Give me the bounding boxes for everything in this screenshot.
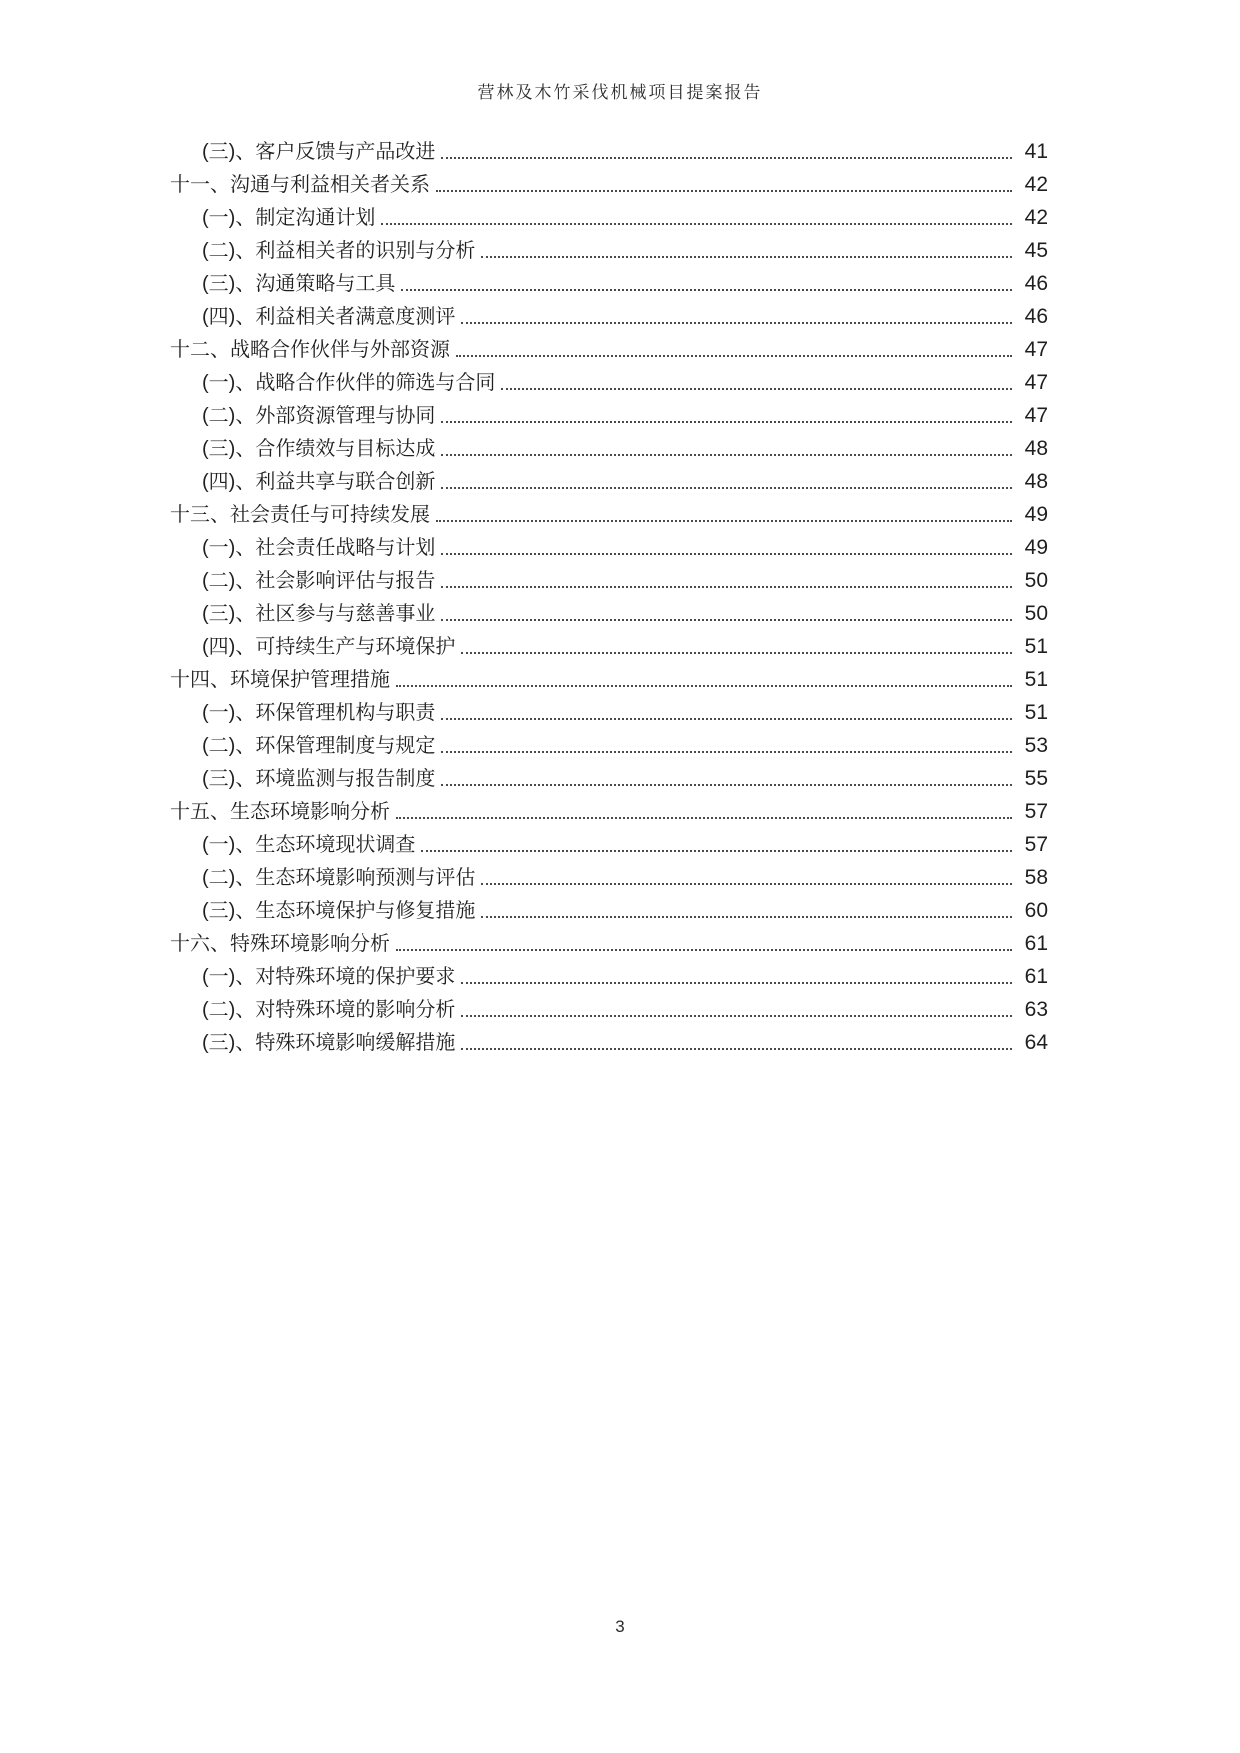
toc-entry-page-number: 50 [1024,569,1048,592]
toc-entry-page-number: 51 [1024,701,1048,724]
toc-entry[interactable] [170,230,1048,263]
toc-entry[interactable] [170,890,1048,923]
toc-entry-label: 十二、战略合作伙伴与外部资源 [170,339,450,361]
toc-entry-page-number: 61 [1024,965,1048,988]
toc-entry[interactable] [170,527,1048,560]
table-of-contents [170,131,1048,1055]
toc-leader-dots [441,784,1012,786]
toc-entry-label: (三)、生态环境保护与修复措施 [202,900,476,922]
toc-entry-label: (三)、沟通策略与工具 [202,273,396,295]
toc-leader-dots [481,916,1012,918]
toc-entry-label: 十三、社会责任与可持续发展 [170,504,430,526]
toc-entry-label: (三)、环境监测与报告制度 [202,768,436,790]
toc-leader-dots [441,586,1012,588]
toc-entry[interactable] [170,956,1048,989]
toc-entry-page-number: 47 [1024,371,1048,394]
toc-entry-label: (三)、社区参与与慈善事业 [202,603,436,625]
toc-entry-label: 十五、生态环境影响分析 [170,801,390,823]
toc-entry-page-number: 51 [1024,635,1048,658]
toc-entry-page-number: 57 [1024,833,1048,856]
toc-entry-page-number: 49 [1024,503,1048,526]
toc-leader-dots [441,718,1012,720]
toc-leader-dots [441,421,1012,423]
toc-entry-label: (二)、对特殊环境的影响分析 [202,999,456,1021]
toc-leader-dots [441,487,1012,489]
toc-entry[interactable] [170,791,1048,824]
toc-leader-dots [501,388,1012,390]
toc-leader-dots [461,322,1012,324]
toc-entry-page-number: 57 [1024,800,1048,823]
toc-leader-dots [461,652,1012,654]
toc-entry-label: (一)、生态环境现状调查 [202,834,416,856]
toc-entry-label: (一)、制定沟通计划 [202,207,376,229]
toc-entry-page-number: 60 [1024,899,1048,922]
toc-entry[interactable] [170,989,1048,1022]
toc-entry-page-number: 48 [1024,437,1048,460]
toc-entry-label: 十一、沟通与利益相关者关系 [170,174,430,196]
toc-entry-page-number: 53 [1024,734,1048,757]
toc-entry-label: (二)、社会影响评估与报告 [202,570,436,592]
toc-entry-label: (一)、对特殊环境的保护要求 [202,966,456,988]
toc-leader-dots [396,817,1012,819]
toc-leader-dots [381,223,1012,225]
toc-leader-dots [441,751,1012,753]
toc-entry[interactable] [170,857,1048,890]
toc-entry-label: (二)、外部资源管理与协同 [202,405,436,427]
toc-entry[interactable] [170,428,1048,461]
toc-entry[interactable] [170,626,1048,659]
toc-entry-label: (二)、利益相关者的识别与分析 [202,240,476,262]
toc-leader-dots [421,850,1012,852]
toc-entry[interactable] [170,131,1048,164]
toc-leader-dots [401,289,1012,291]
toc-entry-page-number: 45 [1024,239,1048,262]
toc-entry-label: (一)、社会责任战略与计划 [202,537,436,559]
toc-entry-page-number: 46 [1024,272,1048,295]
toc-leader-dots [481,256,1012,258]
toc-entry-page-number: 64 [1024,1031,1048,1054]
toc-entry-label: (四)、可持续生产与环境保护 [202,636,456,658]
toc-leader-dots [396,949,1012,951]
footer-page-number: 3 [615,1617,625,1636]
toc-entry-label: (三)、客户反馈与产品改进 [202,141,436,163]
toc-entry-page-number: 42 [1024,206,1048,229]
toc-leader-dots [461,1048,1012,1050]
toc-leader-dots [456,355,1012,357]
toc-entry-page-number: 47 [1024,404,1048,427]
toc-entry-page-number: 63 [1024,998,1048,1021]
toc-entry-page-number: 50 [1024,602,1048,625]
toc-entry[interactable] [170,692,1048,725]
toc-entry[interactable] [170,362,1048,395]
toc-entry-page-number: 58 [1024,866,1048,889]
toc-leader-dots [461,1015,1012,1017]
toc-entry[interactable] [170,1022,1048,1055]
toc-leader-dots [441,157,1012,159]
toc-entry[interactable] [170,560,1048,593]
toc-entry-label: (四)、利益共享与联合创新 [202,471,436,493]
toc-leader-dots [481,883,1012,885]
toc-leader-dots [461,982,1012,984]
toc-entry-label: (二)、生态环境影响预测与评估 [202,867,476,889]
toc-entry-label: 十四、环境保护管理措施 [170,669,390,691]
toc-entry[interactable] [170,197,1048,230]
toc-leader-dots [441,454,1012,456]
toc-entry-page-number: 61 [1024,932,1048,955]
toc-entry[interactable] [170,593,1048,626]
toc-entry-label: (三)、特殊环境影响缓解措施 [202,1032,456,1054]
toc-leader-dots [436,520,1012,522]
toc-leader-dots [441,553,1012,555]
toc-entry[interactable] [170,659,1048,692]
toc-entry[interactable] [170,923,1048,956]
toc-entry-page-number: 46 [1024,305,1048,328]
toc-entry[interactable] [170,758,1048,791]
toc-entry[interactable] [170,461,1048,494]
page-title: 营林及木竹采伐机械项目提案报告 [477,83,763,102]
toc-leader-dots [396,685,1012,687]
toc-entry-page-number: 42 [1024,173,1048,196]
toc-entry[interactable] [170,164,1048,197]
toc-entry-page-number: 55 [1024,767,1048,790]
toc-entry[interactable] [170,395,1048,428]
toc-entry-page-number: 41 [1024,140,1048,163]
toc-entry[interactable] [170,329,1048,362]
toc-entry-label: 十六、特殊环境影响分析 [170,933,390,955]
toc-leader-dots [441,619,1012,621]
toc-leader-dots [436,190,1012,192]
toc-entry-label: (三)、合作绩效与目标达成 [202,438,436,460]
toc-entry-page-number: 47 [1024,338,1048,361]
toc-entry[interactable] [170,263,1048,296]
toc-entry[interactable] [170,494,1048,527]
toc-entry-page-number: 48 [1024,470,1048,493]
toc-entry-page-number: 51 [1024,668,1048,691]
toc-entry-label: (一)、环保管理机构与职责 [202,702,436,724]
toc-entry-label: (二)、环保管理制度与规定 [202,735,436,757]
toc-entry-label: (一)、战略合作伙伴的筛选与合同 [202,372,496,394]
toc-entry-label: (四)、利益相关者满意度测评 [202,306,456,328]
toc-entry[interactable] [170,725,1048,758]
toc-entry[interactable] [170,824,1048,857]
toc-entry[interactable] [170,296,1048,329]
toc-entry-page-number: 49 [1024,536,1048,559]
